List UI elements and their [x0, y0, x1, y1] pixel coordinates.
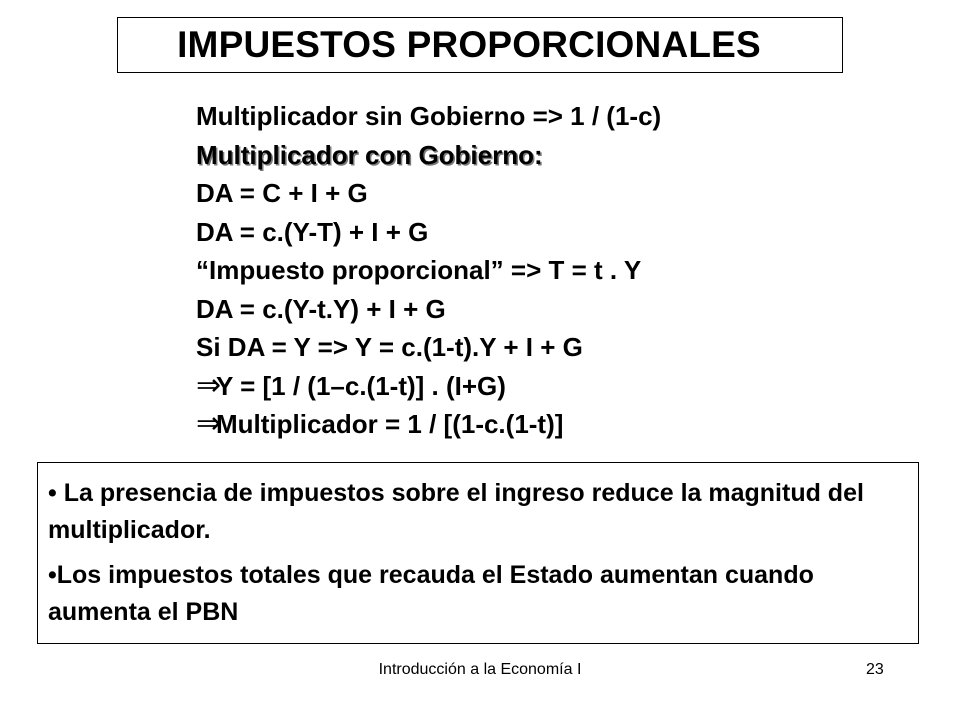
equation-text: Multiplicador = 1 / [(1-c.(1-t)] [216, 409, 564, 439]
implies-icon: ⇒ [196, 407, 222, 440]
equation-line: DA = c.(Y-T) + I + G [196, 216, 429, 247]
equation-line: Si DA = Y => Y = c.(1-t).Y + I + G [196, 332, 583, 362]
slide-title: IMPUESTOS PROPORCIONALES [177, 24, 761, 65]
title-box [117, 17, 843, 73]
equation-line: DA = c.(Y-t.Y) + I + G [196, 293, 446, 324]
equation-line: “Impuesto proporcional” => T = t . Y [196, 255, 642, 285]
footer-course: Introducción a la Economía I [378, 661, 582, 678]
equation-line: Multiplicador sin Gobierno => 1 / (1-c) [196, 101, 662, 131]
note-item: • La presencia de impuestos sobre el ingreso reduce la magnitud del multiplicador. [48, 479, 864, 544]
implies-icon: ⇒ [196, 368, 222, 402]
page-number: 23 [866, 661, 884, 678]
note-item: •Los impuestos totales que recauda el Estado aumentan cuando aumenta el PBN [48, 561, 814, 626]
equation-line-heading: Multiplicador con Gobierno: [196, 139, 543, 170]
equation-line: DA = C + I + G [196, 178, 368, 208]
notes-box [37, 462, 919, 644]
equation-line-implies [196, 405, 896, 444]
equation-text: Y = [1 / (1–c.(1-t)] . (I+G) [216, 370, 506, 401]
equation-line-implies [196, 367, 896, 406]
equation-block [196, 97, 896, 444]
